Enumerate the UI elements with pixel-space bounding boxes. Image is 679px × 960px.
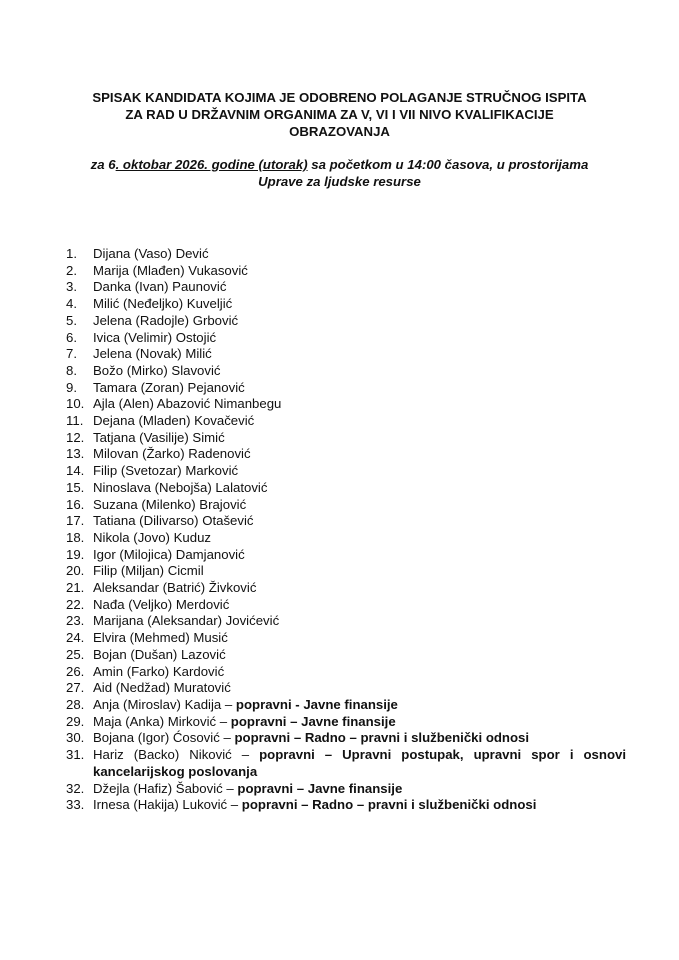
candidate-name: Ivica (Velimir) Ostojić xyxy=(93,329,217,345)
candidate-name: Marija (Mlađen) Vukasović xyxy=(93,262,248,278)
list-item xyxy=(66,346,626,363)
candidate-name: Amin (Farko) Kardović xyxy=(93,663,225,679)
candidate-name: Irnesa (Hakija) Luković – xyxy=(93,797,242,813)
candidate-name: Filip (Svetozar) Marković xyxy=(93,463,239,479)
candidate-name: Maja (Anka) Mirković – xyxy=(93,713,231,729)
retake-note: popravni - Javne finansije xyxy=(235,696,398,712)
candidate-name: Jelena (Novak) Milić xyxy=(93,346,212,362)
list-item xyxy=(66,747,626,780)
list-item xyxy=(66,463,626,480)
list-item xyxy=(66,664,626,681)
item-number: 23. xyxy=(66,613,85,629)
list-item xyxy=(66,797,626,814)
candidate-name: Igor (Milojica) Damjanović xyxy=(93,546,245,562)
list-item xyxy=(66,547,626,564)
candidate-name: Hariz (Backo) Niković – xyxy=(93,747,260,763)
candidate-name: Dejana (Mladen) Kovačević xyxy=(93,413,255,429)
list-item xyxy=(66,680,626,697)
list-item xyxy=(66,263,626,280)
candidate-name: Nikola (Jovo) Kuduz xyxy=(93,529,212,545)
list-item xyxy=(66,497,626,514)
candidate-name: Milovan (Žarko) Radenović xyxy=(93,446,251,462)
item-number: 15. xyxy=(66,479,85,495)
item-number: 21. xyxy=(66,580,85,596)
document-title xyxy=(50,89,629,140)
item-number: 29. xyxy=(66,713,85,729)
item-number: 3. xyxy=(66,279,77,295)
item-number: 28. xyxy=(66,696,85,712)
list-item xyxy=(66,781,626,798)
candidate-name: Aleksandar (Batrić) Živković xyxy=(93,580,257,596)
candidate-list xyxy=(66,246,626,814)
item-number: 20. xyxy=(66,563,85,579)
list-item xyxy=(66,630,626,647)
retake-note: popravni – Javne finansije xyxy=(230,713,396,729)
schedule-prefix: za 6 xyxy=(90,157,116,172)
candidate-name: Tamara (Zoran) Pejanović xyxy=(93,379,245,395)
candidate-name: Tatiana (Dilivarso) Otašević xyxy=(93,513,254,529)
retake-note: popravni – Javne finansije xyxy=(237,780,403,796)
item-number: 22. xyxy=(66,596,85,612)
list-item xyxy=(66,296,626,313)
list-item xyxy=(66,730,626,747)
item-number: 16. xyxy=(66,496,85,512)
item-number: 32. xyxy=(66,780,85,796)
item-number: 33. xyxy=(66,797,85,813)
candidate-name: Nađa (Veljko) Merdović xyxy=(93,596,230,612)
item-number: 18. xyxy=(66,529,85,545)
list-item xyxy=(66,580,626,597)
candidate-name: Aid (Nedžad) Muratović xyxy=(93,680,231,696)
candidate-name: Suzana (Milenko) Brajović xyxy=(93,496,247,512)
candidate-name: Marijana (Aleksandar) Jovićević xyxy=(93,613,280,629)
item-number: 13. xyxy=(66,446,85,462)
candidate-name: Filip (Miljan) Cicmil xyxy=(93,563,204,579)
list-item xyxy=(66,530,626,547)
item-number: 9. xyxy=(66,379,77,395)
item-number: 24. xyxy=(66,630,85,646)
candidate-name: Bojan (Dušan) Lazović xyxy=(93,646,226,662)
candidate-name: Milić (Neđeljko) Kuveljić xyxy=(93,296,233,312)
schedule-line-1 xyxy=(40,156,639,173)
candidate-name: Ajla (Alen) Abazović Nimanbegu xyxy=(93,396,282,412)
schedule-line-2: Uprave za ljudske resurse xyxy=(258,174,421,189)
item-number: 5. xyxy=(66,312,77,328)
item-number: 19. xyxy=(66,546,85,562)
list-item xyxy=(66,480,626,497)
list-item xyxy=(66,430,626,447)
item-number: 27. xyxy=(66,680,85,696)
candidate-name: Jelena (Radojle) Grbović xyxy=(93,312,239,328)
item-number: 17. xyxy=(66,513,85,529)
list-item xyxy=(66,647,626,664)
candidate-name: Tatjana (Vasilije) Simić xyxy=(93,429,225,445)
candidate-name: Božo (Mirko) Slavović xyxy=(93,362,221,378)
list-item xyxy=(66,313,626,330)
list-item xyxy=(66,513,626,530)
list-item xyxy=(66,363,626,380)
exam-schedule xyxy=(40,156,639,190)
item-number: 4. xyxy=(66,296,77,312)
list-item xyxy=(66,446,626,463)
list-item xyxy=(66,246,626,263)
title-line-3: OBRAZOVANJA xyxy=(289,124,390,139)
title-line-2: ZA RAD U DRŽAVNIM ORGANIMA ZA V, VI I VII NIVO KVALIFIKACIJE xyxy=(125,107,554,122)
list-item xyxy=(66,697,626,714)
candidate-name: Dijana (Vaso) Dević xyxy=(93,246,209,261)
item-number: 26. xyxy=(66,663,85,679)
item-number: 7. xyxy=(66,346,77,362)
item-number: 1. xyxy=(66,246,77,261)
title-line-1: SPISAK KANDIDATA KOJIMA JE ODOBRENO POLAGANJE STRUČNOG ISPITA xyxy=(92,90,587,105)
list-item xyxy=(66,613,626,630)
retake-note: popravni – Radno – pravni i službenički odnosi xyxy=(234,730,530,746)
list-item xyxy=(66,597,626,614)
retake-note: popravni – Upravni postupak, upravni spor i osnovi kancelarijskog poslovanja xyxy=(93,747,626,779)
candidate-name: Ninoslava (Nebojša) Lalatović xyxy=(93,479,268,495)
item-number: 11. xyxy=(66,413,84,429)
schedule-date: . oktobar 2026. godine (utorak) xyxy=(115,157,308,172)
item-number: 12. xyxy=(66,429,85,445)
list-item xyxy=(66,279,626,296)
item-number: 30. xyxy=(66,730,85,746)
schedule-rest: sa početkom u 14:00 časova, u prostorijama xyxy=(307,157,589,172)
item-number: 10. xyxy=(66,396,85,412)
list-item xyxy=(66,380,626,397)
list-item xyxy=(66,413,626,430)
candidate-name: Džejla (Hafiz) Šabović – xyxy=(93,780,238,796)
list-item xyxy=(66,330,626,347)
candidate-name: Danka (Ivan) Paunović xyxy=(93,279,227,295)
item-number: 14. xyxy=(66,463,85,479)
candidate-name: Elvira (Mehmed) Musić xyxy=(93,630,228,646)
list-item xyxy=(66,396,626,413)
list-item xyxy=(66,714,626,731)
candidate-name: Bojana (Igor) Ćosović – xyxy=(93,730,235,746)
item-number: 6. xyxy=(66,329,77,345)
list-item xyxy=(66,563,626,580)
item-number: 8. xyxy=(66,362,77,378)
item-number: 2. xyxy=(66,262,77,278)
item-number: 31. xyxy=(66,747,85,763)
retake-note: popravni – Radno – pravni i službenički odnosi xyxy=(241,797,537,813)
item-number: 25. xyxy=(66,646,85,662)
candidate-name: Anja (Miroslav) Kadija – xyxy=(93,696,236,712)
